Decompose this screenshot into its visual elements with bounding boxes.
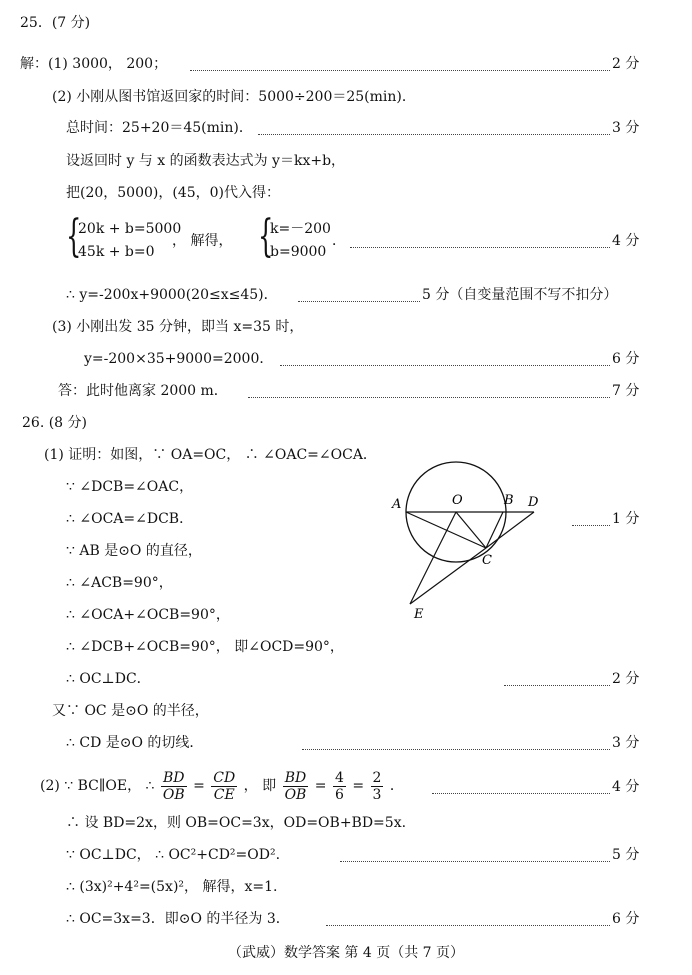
- leader-dots: [258, 134, 610, 135]
- leader-dots: [504, 685, 610, 686]
- connector-text: ， 即: [243, 778, 277, 794]
- q25-answer: 答：此时他离家 2000 m．: [58, 383, 228, 399]
- system2-eq2: b=9000: [270, 244, 327, 260]
- q25-part2-line: (2) 小刚从图书馆返回家的时间：5000÷200＝25(min)．: [52, 89, 416, 105]
- numerator: 4: [334, 769, 344, 786]
- label-o: O: [452, 493, 463, 508]
- leader-dots: [280, 365, 610, 366]
- score-mark: 7 分: [612, 383, 640, 399]
- leader-dots: [298, 301, 420, 302]
- page-footer: （武威）数学答案 第 4 页（共 7 页）: [227, 945, 465, 961]
- system2-eq1: k=－200: [270, 221, 331, 237]
- score-mark: 2 分: [612, 56, 640, 72]
- q25-header: 25．(7 分): [20, 15, 91, 31]
- leader-dots: [432, 793, 610, 794]
- denominator: 3: [372, 786, 382, 803]
- equals-sign: =: [352, 778, 365, 794]
- q26-part2-line: [40, 768, 404, 804]
- denominator: CE: [213, 786, 235, 803]
- q26-step: ∵ OC⊥DC， ∴ OC²+CD²=OD².: [66, 847, 281, 863]
- q26-step: ∵ ∠DCB=∠OAC，: [66, 479, 194, 495]
- score-mark: 5 分（自变量范围不写不扣分）: [422, 287, 618, 303]
- q26-step: ∴ ∠ACB=90°，: [66, 575, 173, 591]
- denominator: OB: [284, 786, 307, 803]
- q25-total-time: 总时间：25+20＝45(min)．: [66, 120, 253, 136]
- leader-dots: [326, 925, 610, 926]
- score-mark: 5 分: [612, 847, 640, 863]
- leader-dots: [248, 397, 610, 398]
- label-d: D: [528, 495, 539, 510]
- q25-result: ∴ y=-200x+9000(20≤x≤45)．: [66, 287, 278, 303]
- q26-step: ∴ 设 BD=2x，则 OB=OC=3x，OD=OB+BD=5x.: [66, 815, 407, 831]
- leader-dots: [302, 749, 610, 750]
- score-mark: 3 分: [612, 120, 640, 136]
- left-brace: {: [66, 211, 82, 262]
- leader-dots: [350, 247, 610, 248]
- label-c: C: [482, 553, 492, 568]
- numerator: CD: [213, 769, 236, 786]
- score-mark: 2 分: [612, 671, 640, 687]
- segment-ce: [410, 548, 486, 604]
- left-brace: {: [258, 211, 274, 262]
- system1-eq1: 20k + b=5000: [78, 221, 182, 237]
- q26-step: ∴ CD 是⊙O 的切线．: [66, 735, 204, 751]
- q26-proof-start: (1) 证明：如图，∵ OA=OC， ∴ ∠OAC=∠OCA．: [44, 447, 377, 463]
- fraction-cd-ce: [211, 770, 237, 803]
- period: ．: [389, 778, 404, 794]
- label-a: A: [392, 497, 402, 512]
- numerator: 2: [372, 769, 382, 786]
- fraction-bd-ob: [283, 770, 309, 803]
- q26-step: ∴ ∠OCA+∠OCB=90°，: [66, 607, 230, 623]
- q26-step: ∴ OC=3x=3．即⊙O 的半径为 3．: [66, 911, 290, 927]
- numerator: BD: [161, 770, 187, 787]
- q26-step: 又∵ OC 是⊙O 的半径，: [52, 703, 209, 719]
- leader-dots: [340, 861, 610, 862]
- leader-dots: [190, 70, 610, 71]
- q26-step: ∴ ∠OCA=∠DCB．: [66, 511, 194, 527]
- fraction-2-3: [371, 770, 384, 803]
- numerator: BD: [283, 770, 309, 787]
- score-mark: 4 分: [612, 779, 640, 795]
- score-mark: 6 分: [612, 351, 640, 367]
- q26-header: 26. (8 分): [22, 415, 87, 431]
- segment-bc: [486, 512, 503, 548]
- system1-eq2: 45k + b=0: [78, 244, 155, 260]
- segment-ac: [406, 512, 486, 548]
- label-e: E: [414, 607, 424, 622]
- q25-calc: y=-200×35+9000=2000．: [84, 351, 274, 367]
- segment-oe: [410, 512, 456, 604]
- q25-substitute: 把(20，5000)，(45，0)代入得：: [66, 185, 281, 201]
- fraction-4-6: [333, 770, 346, 803]
- circle-tangent-figure: [386, 452, 546, 632]
- score-mark: 6 分: [612, 911, 640, 927]
- period: ．: [332, 233, 346, 249]
- segment-dc: [486, 512, 534, 548]
- q26-step: ∴ ∠DCB+∠OCB=90°， 即∠OCD=90°，: [66, 639, 344, 655]
- denominator: 6: [334, 786, 344, 803]
- q25-part1: 解：(1) 3000， 200；: [20, 56, 168, 72]
- equals-sign: =: [314, 778, 327, 794]
- segment-oc: [456, 512, 486, 548]
- fraction-bd-ob: [161, 770, 187, 803]
- denominator: OB: [162, 786, 185, 803]
- q25-function-setup: 设返回时 y 与 x 的函数表达式为 y＝kx+b，: [66, 153, 346, 169]
- q26-step: ∴ OC⊥DC．: [66, 671, 151, 687]
- q25-part3: (3) 小刚出发 35 分钟，即当 x=35 时，: [52, 319, 304, 335]
- score-mark: 4 分: [612, 233, 640, 249]
- leader-dots: [572, 525, 610, 526]
- q26-step: ∴ (3x)²+4²=(5x)²， 解得，x=1.: [66, 879, 278, 895]
- equals-sign: =: [193, 778, 205, 794]
- q26-step: ∵ AB 是⊙O 的直径，: [66, 543, 202, 559]
- label-b: B: [504, 493, 514, 508]
- score-mark: 1 分: [612, 511, 640, 527]
- score-mark: 3 分: [612, 735, 640, 751]
- solve-word: ， 解得，: [172, 233, 233, 249]
- q26-part2-prefix: (2) ∵ BC∥OE， ∴: [40, 778, 155, 794]
